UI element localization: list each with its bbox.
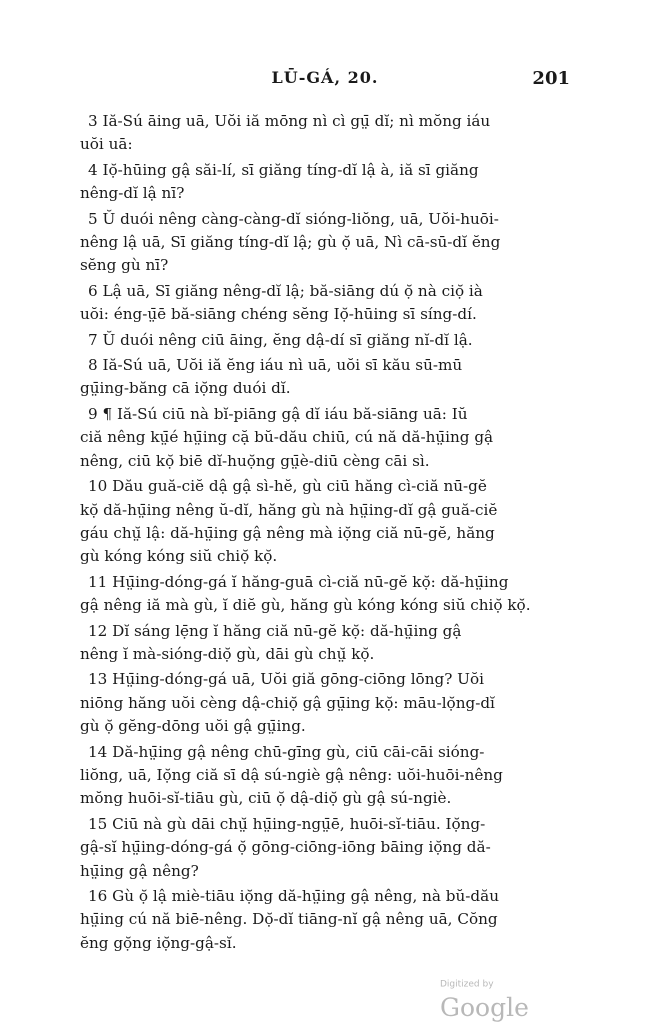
verse-line: kọ̆ dă-hṳ̄ing nêng ŭ-dĭ, hăng gù nà hṳ̄ing-dĭ gậ guă-ciĕ — [80, 500, 498, 519]
verse-line: 16 Gù ọ̆ lậ miè-tiāu iọ̆ng dă-hṳ̄ing gậ nêng, nà bŭ-dău — [88, 887, 499, 905]
verse-line: niōng hăng uŏi cèng dậ-chiọ̆ gậ gṳ̄ing kọ̆: māu-lọ̆ng-dĭ — [80, 693, 495, 712]
verse-line: gậ nêng iă mà gù, ĭ diĕ gù, hăng gù kóng kóng siŭ chiọ̆ kọ̆. — [80, 596, 531, 615]
verse-paragraph — [80, 159, 566, 206]
verse-line: 10 Dău guă-ciĕ dậ gậ sì-hĕ, gù ciū hăng cì-ciă nū-gĕ — [88, 477, 487, 496]
verse-line: nêng-dĭ lậ nī? — [80, 184, 185, 203]
verse-line: 14 Dă-hṳ̄ing gậ nêng chū-gīng gù, ciū cāi-cāi sióng- — [88, 742, 485, 761]
digitized-by-google-watermark — [440, 974, 580, 1022]
google-logo: Google — [440, 993, 529, 1022]
verse-paragraph — [80, 403, 566, 473]
page-number: 201 — [532, 68, 570, 89]
verse-line: ĕng gọ̆ng iọ̆ng-gậ-sĭ. — [80, 933, 237, 952]
verse-line: gậ-sĭ hṳ̄ing-dóng-gá ọ̆ gōng-ciōng-iōng bāing iọ̆ng dă- — [80, 838, 491, 857]
verse-line: ciă nêng kṳ̄é hṳ̄ing cặ bŭ-dău chiū, cú nă dă-hṳ̄ing gậ — [80, 428, 494, 447]
verse-line: 7 Ŭ duói nêng ciū āing, ĕng dậ-dí sī giăng nĭ-dĭ lậ. — [88, 330, 473, 349]
verse-line: 15 Ciū nà gù dāi chṳ̆ hṳ̄ing-ngṳ̄ē, huōi-sĭ-tiāu. Iọ̆ng- — [88, 814, 486, 833]
verse-line: gù ọ̆ gĕng-dōng uŏi gậ gṳ̄ing. — [80, 717, 306, 736]
watermark-prefix: Digitized by — [440, 979, 494, 990]
verse-line: nêng lậ uā, Sī giăng tíng-dĭ lậ; gù ọ̆ uā, Nì cā-sū-dĭ ĕng — [80, 233, 501, 252]
verse-line: gù kóng kóng siŭ chiọ̆ kọ̆. — [80, 547, 278, 566]
verse-paragraph — [80, 280, 566, 327]
verse-paragraph — [80, 208, 566, 278]
verse-line: 13 Hṳ̄ing-dóng-gá uā, Uŏi giă gōng-ciōng lōng? Uŏi — [88, 670, 484, 689]
verse-line: hṳ̄ing cú nă biē-nêng. Dọ̆-dĭ tiāng-nĭ gậ nêng uā, Cŏng — [80, 910, 498, 929]
verse-paragraph — [80, 571, 566, 618]
verse-paragraph — [80, 475, 566, 569]
verse-paragraph — [80, 354, 566, 401]
body-text — [80, 110, 566, 957]
verse-line: hṳ̄ing gậ nêng? — [80, 861, 199, 880]
verse-line: sĕng gù nī? — [80, 256, 169, 275]
verse-line: 8 Iă-Sú uā, Uŏi iă ĕng iáu nì uā, uŏi sī kău sū-mū — [88, 356, 463, 375]
verse-paragraph — [80, 885, 566, 955]
running-title: LŪ-GÁ, 20. — [271, 68, 379, 87]
verse-line: 4 Iọ̆-hūing gậ săi-lí, sī giăng tíng-dĭ lậ à, iă sī giăng — [88, 160, 479, 179]
verse-paragraph — [80, 741, 566, 811]
verse-line: nêng ĭ mà-sióng-diọ̆ gù, dāi gù chṳ̆ kọ̆. — [80, 644, 375, 663]
verse-paragraph — [80, 813, 566, 883]
verse-line: liŏng, uā, Iọ̆ng ciă sī dậ sú-ngiè gậ nêng: uŏi-huōi-nêng — [80, 765, 503, 784]
verse-paragraph — [80, 329, 566, 352]
verse-line: 12 Dĭ sáng lẹ̄ng ĭ hăng ciă nū-gĕ kọ̆: dă-hṳ̄ing gậ — [88, 621, 462, 640]
verse-paragraph — [80, 620, 566, 667]
verse-paragraph — [80, 668, 566, 738]
verse-line: 3 Iă-Sú āing uā, Uŏi iă mōng nì cì gṳ̄ dĭ; nì mŏng iáu — [88, 112, 491, 130]
page-header — [80, 68, 570, 94]
verse-line: 6 Lậ uā, Sī giăng nêng-dĭ lậ; bă-siāng dú ọ̆ nà ciọ̆ ià — [88, 281, 483, 300]
verse-line: gáu chṳ̆ lậ: dă-hṳ̄ing gậ nêng mà iọ̆ng ciă nū-gĕ, hăng — [80, 523, 495, 542]
verse-line: 11 Hṳ̄ing-dóng-gá ĭ hăng-guā cì-ciă nū-gĕ kọ̆: dă-hṳ̄ing — [88, 572, 509, 591]
verse-line: gṳ̄ing-băng cā iọ̆ng duói dĭ. — [80, 379, 291, 398]
verse-line: mŏng huōi-sĭ-tiāu gù, ciū ọ̆ dậ-diọ̆ gù gậ sú-ngiè. — [80, 789, 452, 808]
verse-line: nêng, ciū kọ̆ biē dĭ-huọ̆ng gṳ̄è-diū cèng cāi sì. — [80, 451, 430, 470]
verse-line: uŏi uā: — [80, 135, 133, 154]
verse-paragraph — [80, 110, 566, 157]
verse-line: 9 ¶ Iă-Sú ciū nà bĭ-piāng gậ dĭ iáu bă-siāng uā: Iŭ — [88, 404, 468, 423]
verse-line: uŏi: éng-ṳ̄ē bă-siāng chéng sĕng Iọ̆-hūing sī síng-dí. — [80, 305, 477, 324]
verse-line: 5 Ŭ duói nêng càng-càng-dĭ sióng-liŏng, uā, Uŏi-huōi- — [88, 209, 499, 228]
